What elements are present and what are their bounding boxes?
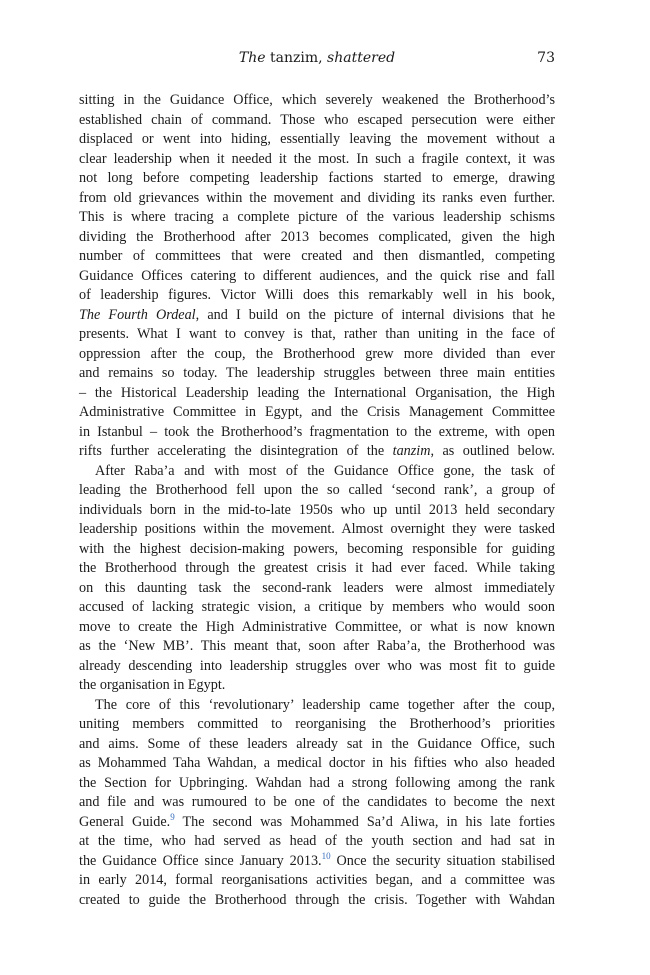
text-fragment: rifts further accelerating the disintegration of the: [79, 443, 393, 459]
text-line: clear leadership when it needed it the most. In such a fragile context, it was: [79, 150, 555, 167]
paragraph-first-line: After Raba’a and with most of the Guidance Office gone, the task of: [95, 462, 555, 479]
text-fragment: Once the security situation stabilised: [330, 852, 555, 869]
text-line: and aims. Some of these leaders already sat in the Guidance Office, such: [79, 735, 555, 752]
text-line: move to create the High Administrative Committee, or what is now known: [79, 618, 555, 635]
text-line: and remains so today. The leadership struggles between three main entities: [79, 365, 555, 381]
text-line: the Section for Upbringing. Wahdan had a strong following among the rank: [79, 774, 555, 791]
text-fragment: General Guide.: [79, 813, 171, 830]
text-line: of leadership figures. Victor Willi does this remarkably well in his book,: [79, 287, 555, 303]
running-head: [79, 50, 555, 70]
paragraph-last-line: the organisation in Egypt.: [79, 677, 226, 693]
page-number: 73: [537, 50, 555, 66]
italic-term: tanzim: [392, 443, 431, 459]
text-line: in Istanbul – took the Brotherhood’s fragmentation to the extreme, with open: [79, 423, 555, 440]
text-line: – the Historical Leadership leading the International Organisation, the High: [79, 384, 555, 401]
text-line: as the ‘New MB’. This meant that, soon after Raba’a, the Brotherhood was: [79, 638, 555, 654]
text-line: This is where tracing a complete picture of the various leadership schisms: [79, 209, 555, 225]
text-line: number of committees that were created and then dismantled, competing: [79, 248, 555, 264]
text-line: created to guide the Brotherhood through the crisis. Together with Wahdan: [79, 891, 555, 908]
footnote-reference-10[interactable]: 10: [321, 850, 331, 861]
text-line: [79, 442, 555, 462]
text-line: [79, 852, 555, 872]
running-title-word-2: tanzim,: [270, 50, 323, 66]
text-fragment: , and I build on the picture of internal divisions that he: [195, 306, 556, 323]
text-line: established chain of command. Those who escaped persecution were either: [79, 111, 555, 128]
text-line: already descending into leadership struggles over who was most fit to guide: [79, 657, 555, 674]
text-line: dividing the Brotherhood after 2013 becomes complicated, given the high: [79, 228, 555, 245]
book-title: The Fourth Ordeal: [79, 306, 196, 323]
text-line: sitting in the Guidance Office, which severely weakened the Brotherhood’s: [79, 92, 555, 108]
running-title: [79, 50, 555, 66]
text-line: and file and was rumoured to be one of the candidates to become the next: [79, 794, 555, 810]
text-line: presents. What I want to convey is that, rather than uniting in the face of: [79, 326, 555, 342]
text-line: at the time, who had served as head of the youth section and had sat in: [79, 833, 555, 849]
text-line: as Mohammed Taha Wahdan, a medical doctor in his fifties who also headed: [79, 755, 555, 771]
text-line: [79, 306, 555, 326]
text-line: not long before competing leadership factions started to emerge, drawing: [79, 170, 555, 186]
running-title-word-1: The: [238, 50, 266, 66]
text-line: individuals born in the mid-to-late 1950s who up until 2013 held secondary: [79, 501, 555, 518]
text-line: leading the Brotherhood fell upon the so called ‘second rank’, a group of: [79, 482, 555, 498]
body-text: [79, 91, 555, 910]
text-fragment: the Guidance Office since January 2013.: [79, 852, 322, 869]
text-line: displaced or went into hiding, essentially leaving the movement without a: [79, 131, 555, 147]
text-line: in early 2014, formal reorganisations activities began, and a committee was: [79, 872, 555, 888]
text-line: accused of lacking strategic vision, a critique by members who would soon: [79, 599, 555, 615]
text-line: from old grievances within the movement and dividing its ranks even further.: [79, 189, 555, 206]
text-line: on this daunting task the second-rank leaders were almost immediately: [79, 579, 555, 596]
text-line: [79, 813, 555, 833]
text-line: with the highest decision-making powers, becoming responsible for guiding: [79, 540, 555, 557]
text-line: oppression after the coup, the Brotherhood grew more divided than ever: [79, 345, 555, 362]
text-fragment: The second was Mohammed Sa’d Aliwa, in his late forties: [174, 813, 555, 830]
text-line: Guidance Offices catering to different audiences, and the quick rise and fall: [79, 267, 555, 284]
text-line: uniting members committed to reorganising the Brotherhood’s priorities: [79, 716, 555, 732]
text-line: the Brotherhood through the greatest crisis it had ever faced. While taking: [79, 560, 555, 576]
running-title-word-3: shattered: [327, 50, 396, 66]
paragraph-first-line: The core of this ‘revolutionary’ leadership came together after the coup,: [95, 696, 555, 713]
footnote-reference-9[interactable]: 9: [170, 811, 175, 822]
text-line: Administrative Committee in Egypt, and the Crisis Management Committee: [79, 404, 555, 420]
text-fragment: , as outlined below.: [430, 443, 555, 459]
text-line: leadership positions within the movement. Almost overnight they were tasked: [79, 521, 555, 537]
